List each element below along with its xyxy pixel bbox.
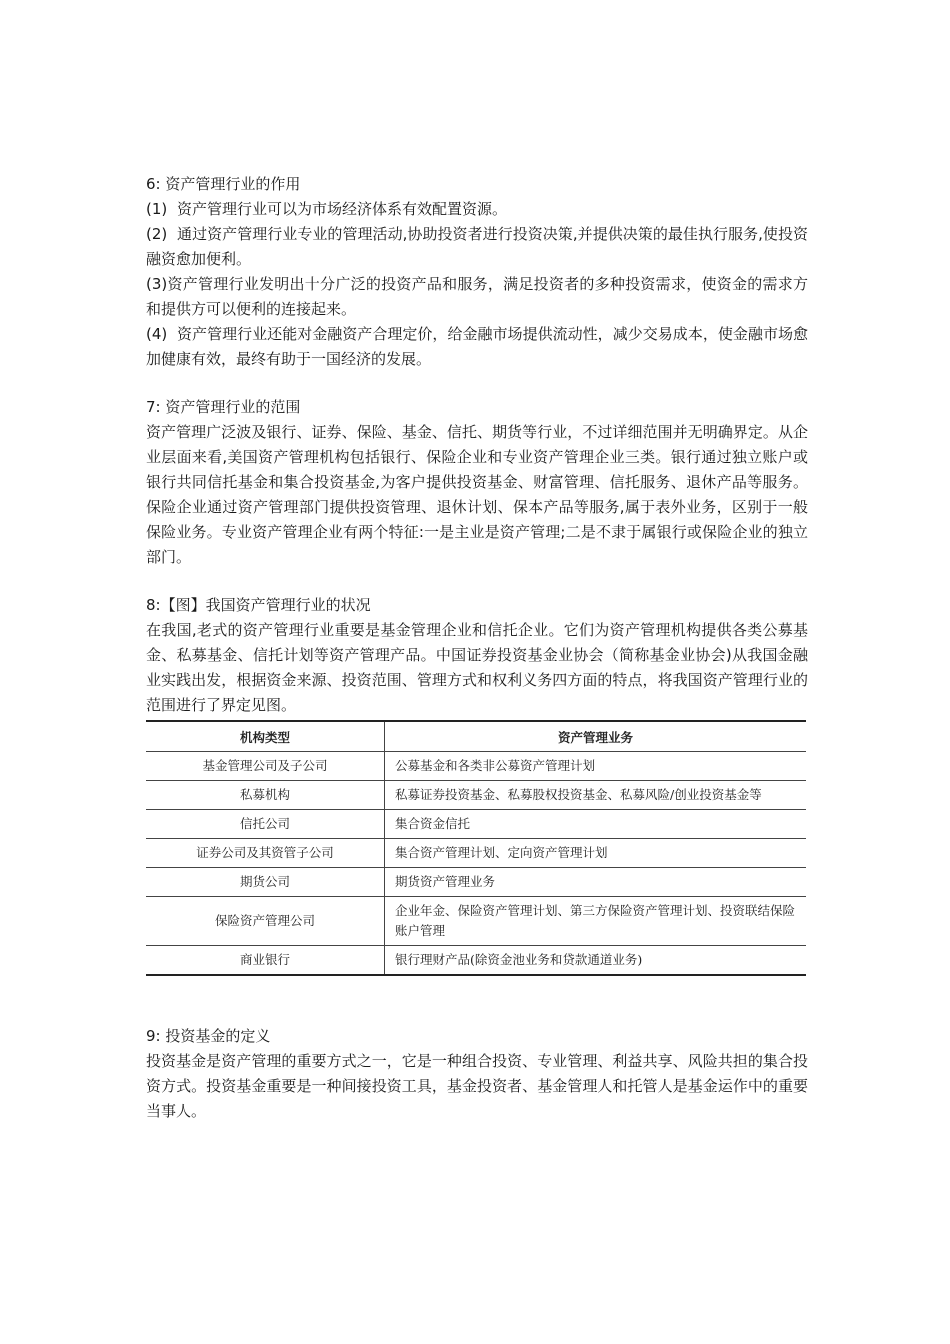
section-9-heading: 9: 投资基金的定义 [146,1027,271,1045]
item-text: 资产管理行业还能对金融资产合理定价，给金融市场提供流动性，减少交易成本，使金融市场愈加健康有效，最终有助于一国经济的发展。 [146,325,808,368]
section-9-body: 投资基金是资产管理的重要方式之一，它是一种组合投资、专业管理、利益共享、风险共担的集合投资方式。投资基金重要是一种间接投资工具，基金投资者、基金管理人和托管人是基金运作中的重要当事人。 [146,1052,808,1120]
business-cell: 私募证券投资基金、私募股权投资基金、私募风险/创业投资基金等 [385,781,807,810]
table-row [146,810,806,839]
item-text: 资产管理行业发明出十分广泛的投资产品和服务，满足投资者的多种投资需求，使资金的需求方和提供方可以便利的连接起来。 [146,275,808,318]
spacer [146,570,808,593]
institution-type-cell: 证券公司及其资管子公司 [146,839,385,868]
item-number: (2) [146,225,168,243]
table-header-row [146,721,806,752]
section-7-body: 资产管理广泛波及银行、证券、保险、基金、信托、期货等行业，不过详细范围并无明确界定。从企业层面来看,美国资产管理机构包括银行、保险企业和专业资产管理企业三类。银行通过独立账户或银行共同信托基金和集合投资基金,为客户提供投资基金、财富管理、信托服务、退休产品等服务。保险企业通过资产管理部门提供投资管理、退休计划、保本产品等服务,属于表外业务，区别于一般保险业务。专业资产管理企业有两个特征:一是主业是资产管理;二是不隶于属银行或保险企业的独立部门。 [146,423,808,566]
section-8-heading: 8:【图】我国资产管理行业的状况 [146,596,371,614]
item-number: (3) [146,275,168,293]
institution-type-cell: 商业银行 [146,946,385,976]
business-cell: 集合资产管理计划、定向资产管理计划 [385,839,807,868]
business-cell: 期货资产管理业务 [385,868,807,897]
section-6-item-1 [146,197,808,222]
document-page [146,172,808,1124]
asset-management-scope-table [146,720,806,976]
business-cell: 银行理财产品(除资金池业务和贷款通道业务) [395,952,643,967]
spacer [146,372,808,395]
section-8 [146,593,808,976]
table-row [146,781,806,810]
item-text: 通过资产管理行业专业的管理活动,协助投资者进行投资决策,并提供决策的最佳执行服务,使投资融资愈加便利。 [146,225,808,268]
section-6-heading: 6: 资产管理行业的作用 [146,175,301,193]
business-cell: 企业年金、保险资产管理计划、第三方保险资产管理计划、投资联结保险账户管理 [385,897,807,946]
section-6-item-2 [146,222,808,272]
table-row [146,897,806,946]
section-6-item-3 [146,272,808,322]
section-6 [146,172,808,372]
item-number: (1) [146,200,168,218]
table-row [146,839,806,868]
section-9 [146,1024,808,1124]
section-7-heading: 7: 资产管理行业的范围 [146,398,301,416]
header-business: 资产管理业务 [385,721,807,752]
institution-type-cell: 信托公司 [146,810,385,839]
institution-type-cell: 保险资产管理公司 [146,897,385,946]
item-number: (4) [146,325,168,343]
business-cell: 公募基金和各类非公募资产管理计划 [385,752,807,781]
item-text: 资产管理行业可以为市场经济体系有效配置资源。 [177,200,508,218]
institution-type-cell: 期货公司 [146,868,385,897]
table-row [146,868,806,897]
table-row [146,752,806,781]
business-cell: 集合资金信托 [385,810,807,839]
institution-type-cell: 基金管理公司及子公司 [146,752,385,781]
header-institution-type: 机构类型 [146,721,385,752]
section-7 [146,395,808,570]
section-6-item-4 [146,322,808,372]
table-row [146,946,806,976]
spacer [146,976,808,1024]
section-8-body: 在我国,老式的资产管理行业重要是基金管理企业和信托企业。它们为资产管理机构提供各类公募基金、私募基金、信托计划等资产管理产品。中国证券投资基金业协会（简称基金业协会)从我国金融业实践出发，根据资金来源、投资范围、管理方式和权利义务四方面的特点，将我国资产管理行业的范围进行了界定见图。 [146,621,808,714]
institution-type-cell: 私募机构 [146,781,385,810]
